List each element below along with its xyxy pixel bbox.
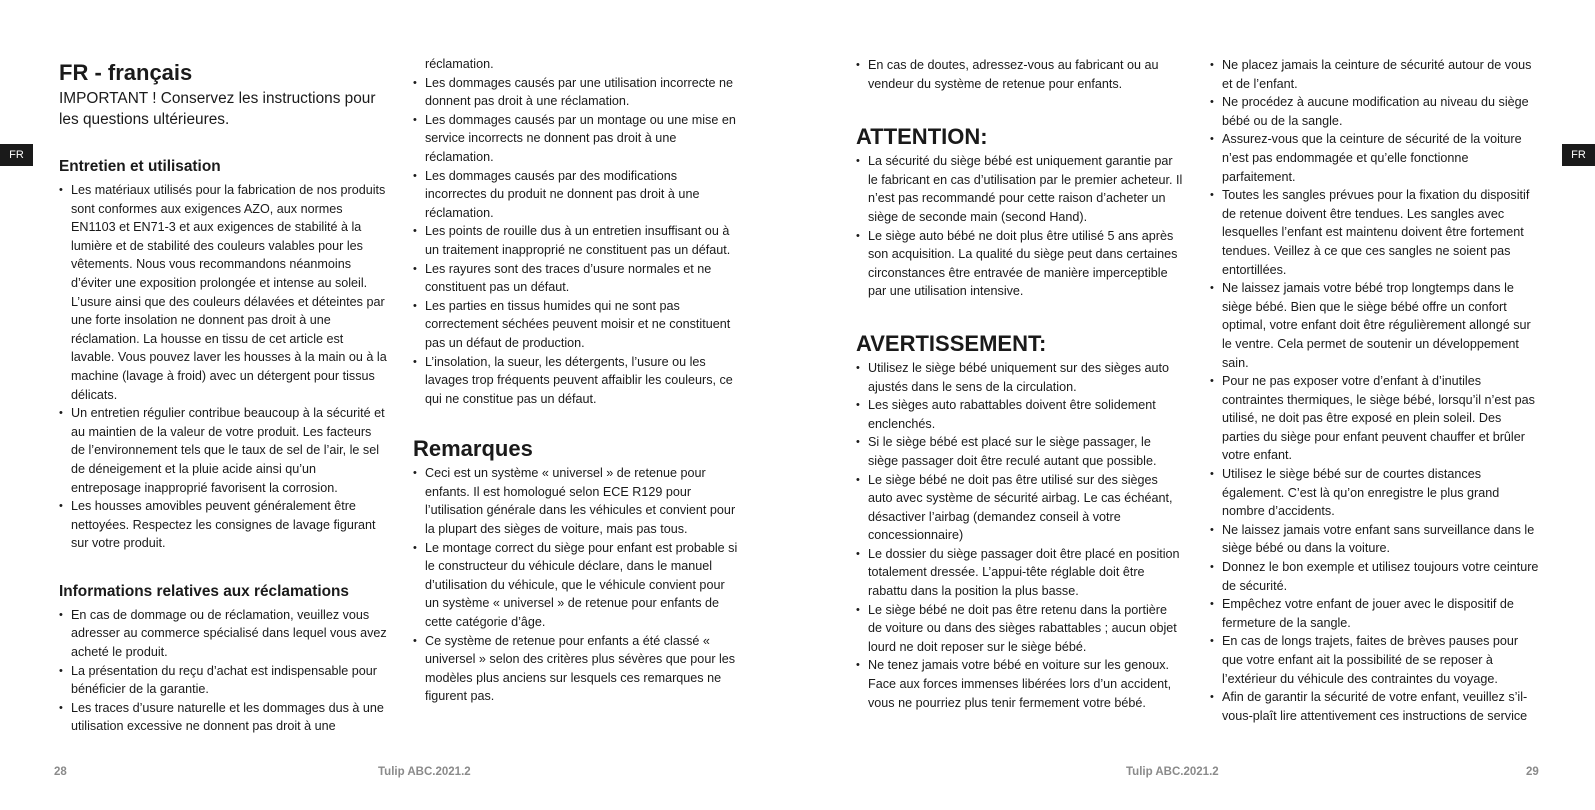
- list-item: • Un entretien régulier contribue beaucoup à la sécurité et au maintien de la valeur de votre produit. Les facteurs de l’environnement tels que le taux de sel de l’air, le sel de déneigement et la pluie acide ainsi qu’un entreposage inapproprié favorisent la corrosion.: [59, 404, 387, 497]
- list-item: • Les points de rouille dus à un entretien insuffisant ou à un traitement inapproprié ne constituent pas un défaut.: [413, 222, 741, 259]
- column-1: [59, 56, 387, 736]
- list-item: • Afin de garantir la sécurité de votre enfant, veuillez s’il-vous-plaît lire attentivement ces instructions de service: [1210, 688, 1540, 725]
- page-title: FR - français: [59, 60, 193, 85]
- language-tab-left: FR: [0, 144, 33, 166]
- warning-list: [856, 359, 1184, 712]
- list-item: • Ce système de retenue pour enfants a été classé « universel » selon des critères plus sévères que pour les modèles plus anciens sur lesquels ces remarques ne figurent pas.: [413, 632, 741, 706]
- list-item: • Ne placez jamais la ceinture de sécurité autour de vous et de l’enfant.: [1210, 56, 1540, 93]
- list-item: • Les traces d’usure naturelle et les dommages dus à une utilisation excessive ne donnent pas droit à une: [59, 699, 387, 736]
- list-item: • Les dommages causés par un montage ou une mise en service incorrects ne donnent pas droit à une réclamation.: [413, 111, 741, 167]
- column-3: [856, 56, 1184, 712]
- list-item: • Pour ne pas exposer votre d’enfant à d’inutiles contraintes thermiques, le siège bébé, lorsqu’il n’est pas utilisé, ne doit pas être exposé en plein soleil. Des parties du siège pour enfant peuvent chauffer et brûler votre enfant.: [1210, 372, 1540, 465]
- claims-list-continued: [413, 55, 741, 408]
- document-code-left: Tulip ABC.2021.2: [378, 766, 471, 778]
- list-item-continued: réclamation.: [425, 57, 494, 71]
- remarks-heading: Remarques: [413, 436, 533, 462]
- list-item: • Toutes les sangles prévues pour la fixation du dispositif de retenue doivent être tendues. Les sangles avec lesquelles l’enfant est maintenu doivent être fortement tendues. Veillez à ce que ces sangles ne soient pas entortillées.: [1210, 186, 1540, 279]
- list-item: • Le siège bébé ne doit pas être utilisé sur des sièges auto avec système de sécurité airbag. Le cas échéant, désactiver l’airbag (demandez conseil à votre concessionnaire): [856, 471, 1184, 545]
- page-number-left: 28: [54, 766, 67, 778]
- list-item: • Donnez le bon exemple et utilisez toujours votre ceinture de sécurité.: [1210, 558, 1540, 595]
- list-item: • Empêchez votre enfant de jouer avec le dispositif de fermeture de la sangle.: [1210, 595, 1540, 632]
- list-item: • La présentation du reçu d’achat est indispensable pour bénéficier de la garantie.: [59, 662, 387, 699]
- page-number-right: 29: [1526, 766, 1539, 778]
- list-item: • Utilisez le siège bébé sur de courtes distances également. C’est là qu’on enregistre le plus grand nombre d’accidents.: [1210, 465, 1540, 521]
- list-item: • En cas de doutes, adressez-vous au fabricant ou au vendeur du système de retenue pour enfants.: [856, 56, 1184, 93]
- doubts-list: [856, 56, 1184, 93]
- attention-heading: ATTENTION:: [856, 124, 988, 150]
- list-item: • Les rayures sont des traces d’usure normales et ne constituent pas un défaut.: [413, 260, 741, 297]
- list-item: • Ceci est un système « universel » de retenue pour enfants. Il est homologué selon ECE R129 pour l’utilisation générale dans les véhicules et convient pour la plupart des sièges de voiture, mais pas tous.: [413, 464, 741, 538]
- claims-heading: Informations relatives aux réclamations: [59, 582, 349, 600]
- list-item: • Ne laissez jamais votre bébé trop longtemps dans le siège bébé. Bien que le siège bébé offre un confort optimal, votre enfant doit être régulièrement allongé sur le ventre. Cela permet de soutenir un développement sain.: [1210, 279, 1540, 372]
- list-item: • Si le siège bébé est placé sur le siège passager, le siège passager doit être reculé autant que possible.: [856, 433, 1184, 470]
- list-item: • Ne laissez jamais votre enfant sans surveillance dans le siège bébé ou dans la voiture.: [1210, 521, 1540, 558]
- list-item: • Les sièges auto rabattables doivent être solidement enclenchés.: [856, 396, 1184, 433]
- warning-list-continued: [1210, 56, 1540, 725]
- list-item: • Les housses amovibles peuvent généralement être nettoyées. Respectez les consignes de lavage figurant sur votre produit.: [59, 497, 387, 553]
- list-item: • En cas de longs trajets, faites de brèves pauses pour que votre enfant ait la possibilité de se reposer à l’extérieur du véhicule des contraintes du voyage.: [1210, 632, 1540, 688]
- warning-heading: AVERTISSEMENT:: [856, 330, 1047, 356]
- list-item: • Ne tenez jamais votre bébé en voiture sur les genoux. Face aux forces immenses libérées lors d’un accident, vous ne pourriez plus tenir fermement votre bébé.: [856, 656, 1184, 712]
- list-item: • La sécurité du siège bébé est uniquement garantie par le fabricant en cas d’utilisation par le premier acheteur. Il n’est pas recommandé pour cette raison d’acheter un siège de seconde main (second Hand).: [856, 152, 1184, 226]
- column-4: [1210, 56, 1540, 725]
- intro-text: IMPORTANT ! Conservez les instructions pour les questions ultérieures.: [59, 90, 376, 128]
- list-item: • En cas de dommage ou de réclamation, veuillez vous adresser au commerce spécialisé dans lequel vous avez acheté le produit.: [59, 606, 387, 662]
- list-item: • Le montage correct du siège pour enfant est probable si le constructeur du véhicule déclare, dans le manuel d’utilisation du véhicule, que le véhicule convient pour un système « universel » de retenue pour enfants de cette catégorie d’âge.: [413, 539, 741, 632]
- list-item: • Le dossier du siège passager doit être placé en position totalement dressée. L’appui-tête réglable doit être rabattu dans la position la plus basse.: [856, 545, 1184, 601]
- document-code-right: Tulip ABC.2021.2: [1126, 766, 1219, 778]
- list-item: • Les matériaux utilisés pour la fabrication de nos produits sont conformes aux exigences AZO, aux normes EN1103 et EN71-3 et aux exigences de stabilité à la lumière et de stabilité des couleurs valables pour les vêtements. Nous vous recommandons néanmoins d’éviter une exposition prolongée et intense au soleil. L’usure ainsi que des couleurs délavées et déteintes par une forte insolation ne donnent pas droit à une réclamation. La housse en tissu de cet article est lavable. Vous pouvez laver les housses à la main ou à la machine (lavage à froid) avec un détergent pour tissus délicats.: [59, 181, 387, 404]
- list-item: • Les dommages causés par des modifications incorrectes du produit ne donnent pas droit à une réclamation.: [413, 167, 741, 223]
- list-item: • Le siège auto bébé ne doit plus être utilisé 5 ans après son acquisition. La qualité du siège peut dans certaines circonstances être entravée de manière imperceptible par une utilisation intensive.: [856, 227, 1184, 301]
- list-item: • Assurez-vous que la ceinture de sécurité de la voiture n’est pas endommagée et qu’elle fonctionne parfaitement.: [1210, 130, 1540, 186]
- care-heading: Entretien et utilisation: [59, 158, 221, 175]
- list-item: • Les parties en tissus humides qui ne sont pas correctement séchées peuvent moisir et ne constituent pas un défaut de production.: [413, 297, 741, 353]
- claims-list: [59, 606, 387, 736]
- list-item: • Le siège bébé ne doit pas être retenu dans la portière de voiture ou dans des sièges rabattables ; aucun objet lourd ne doit reposer sur le siège bébé.: [856, 601, 1184, 657]
- list-item: • Utilisez le siège bébé uniquement sur des sièges auto ajustés dans le sens de la circulation.: [856, 359, 1184, 396]
- list-item: • L’insolation, la sueur, les détergents, l’usure ou les lavages trop fréquents peuvent affaiblir les couleurs, ce qui ne constitue pas un défaut.: [413, 353, 741, 409]
- list-item: • Les dommages causés par une utilisation incorrecte ne donnent pas droit à une réclamation.: [413, 74, 741, 111]
- remarks-list: [413, 464, 741, 706]
- column-2: [413, 55, 741, 706]
- attention-list: [856, 152, 1184, 301]
- language-tab-right: FR: [1562, 144, 1595, 166]
- care-list: [59, 181, 387, 553]
- list-item: • Ne procédez à aucune modification au niveau du siège bébé ou de la sangle.: [1210, 93, 1540, 130]
